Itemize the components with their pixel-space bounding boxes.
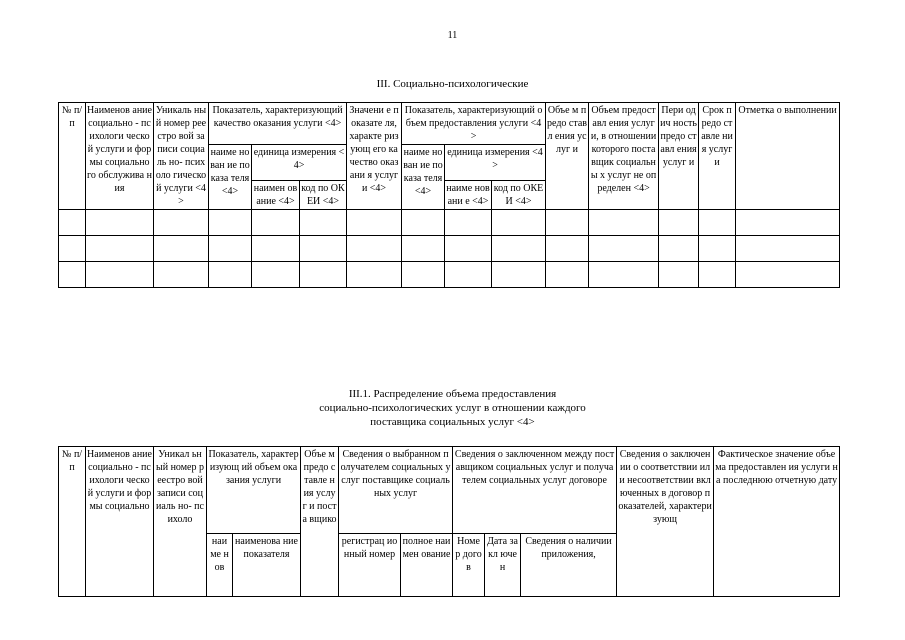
subsection-title-line: III.1. Распределение объема предоставления [348, 388, 557, 400]
col-volume-unit-name: наиме новани е <4> [445, 181, 492, 210]
col-quality-indicator-name: наиме нован ие показа теля <4> [209, 145, 252, 210]
col-supplier-fullname: полное наимен ование [401, 534, 453, 597]
col-service-name: Наименов ание социально - психологи ческой услуги и формы социально [86, 447, 154, 597]
col-volume-group: Показатель, характеризующ ий объем оказания услуги [207, 447, 301, 534]
col-volume-group: Показатель, характеризующий объем предоставления услуги <4> [402, 103, 546, 145]
col-volume-okei: код по ОКЕИ <4> [492, 181, 546, 210]
page-number: 11 [447, 30, 458, 41]
col-volume-indicator-name: наименова ние показателя [233, 534, 301, 597]
volume-distribution-table [58, 446, 840, 597]
col-unique-number: Уникал ьный номер реестро вой записи социаль но- психоло [154, 447, 207, 597]
col-volume: Объе м предо ставл ения услуг и [546, 103, 589, 210]
col-quality-group: Показатель, характеризующий качество оказания услуги <4> [209, 103, 347, 145]
col-term: Срок предо ставле ния услуг и [699, 103, 736, 210]
col-volume-undefined: Объем предоставл ения услуги, в отношении которого поставщик социальны х услуг не определен <4> [589, 103, 659, 210]
col-contract-group: Сведения о заключенном между поставщиком социальных услуг и получателем социальных услуг договоре [453, 447, 617, 534]
col-contract-date: Дата закл ючен [485, 534, 521, 597]
col-contract-number: Номе р догов [453, 534, 485, 597]
subsection-title-line: социально-психологических услуг в отношении каждого [319, 402, 586, 414]
col-quality-okei: код по ОКЕИ <4> [300, 181, 347, 210]
col-volume-indicator-abbr: наи ме нов [207, 534, 233, 597]
col-contract-appendix: Сведения о наличии приложения, [521, 534, 617, 597]
col-service-name: Наименов ание социально - психологи ческой услуги и формы социально го обслужива ния [86, 103, 154, 210]
col-supplier-reg: регистрац ионный номер [339, 534, 401, 597]
col-unique-number: Уникаль ный номер реестро вой записи социаль но- психоло гическо й услуги <4> [154, 103, 209, 210]
col-conclusion: Сведения о заключении о соответствии или несоответствии включенных в договор показателей, характеризующ [617, 447, 714, 597]
col-actual-value: Фактическое значение объема предоставлен ия услуги на последнюю отчетную дату [714, 447, 840, 597]
col-quality-unit-name: наимен ование <4> [252, 181, 300, 210]
subsection-title-line: поставщика социальных услуг <4> [370, 416, 535, 428]
col-supplier-group: Сведения о выбранном получателем социальных услуг поставщике социальных услуг [339, 447, 453, 534]
col-num: № п/п [59, 103, 86, 210]
col-periodicity: Пери одич ность предо ставл ения услуг и [659, 103, 699, 210]
col-volume: Объе м предо ставле ния услуг и поста вщико [301, 447, 339, 597]
col-mark: Отметка о выполнении [736, 103, 840, 210]
col-num: № п/п [59, 447, 86, 597]
col-quality-value: Значени е показате ля, характе ризующ его качество оказани я услуги <4> [347, 103, 402, 210]
col-quality-unit-group: единица измерения <4> [252, 145, 347, 181]
col-volume-indicator-name: наиме нован ие показа теля <4> [402, 145, 445, 210]
section-title: III. Социально-психологические [376, 78, 529, 90]
col-volume-unit-group: единица измерения <4> [445, 145, 546, 181]
